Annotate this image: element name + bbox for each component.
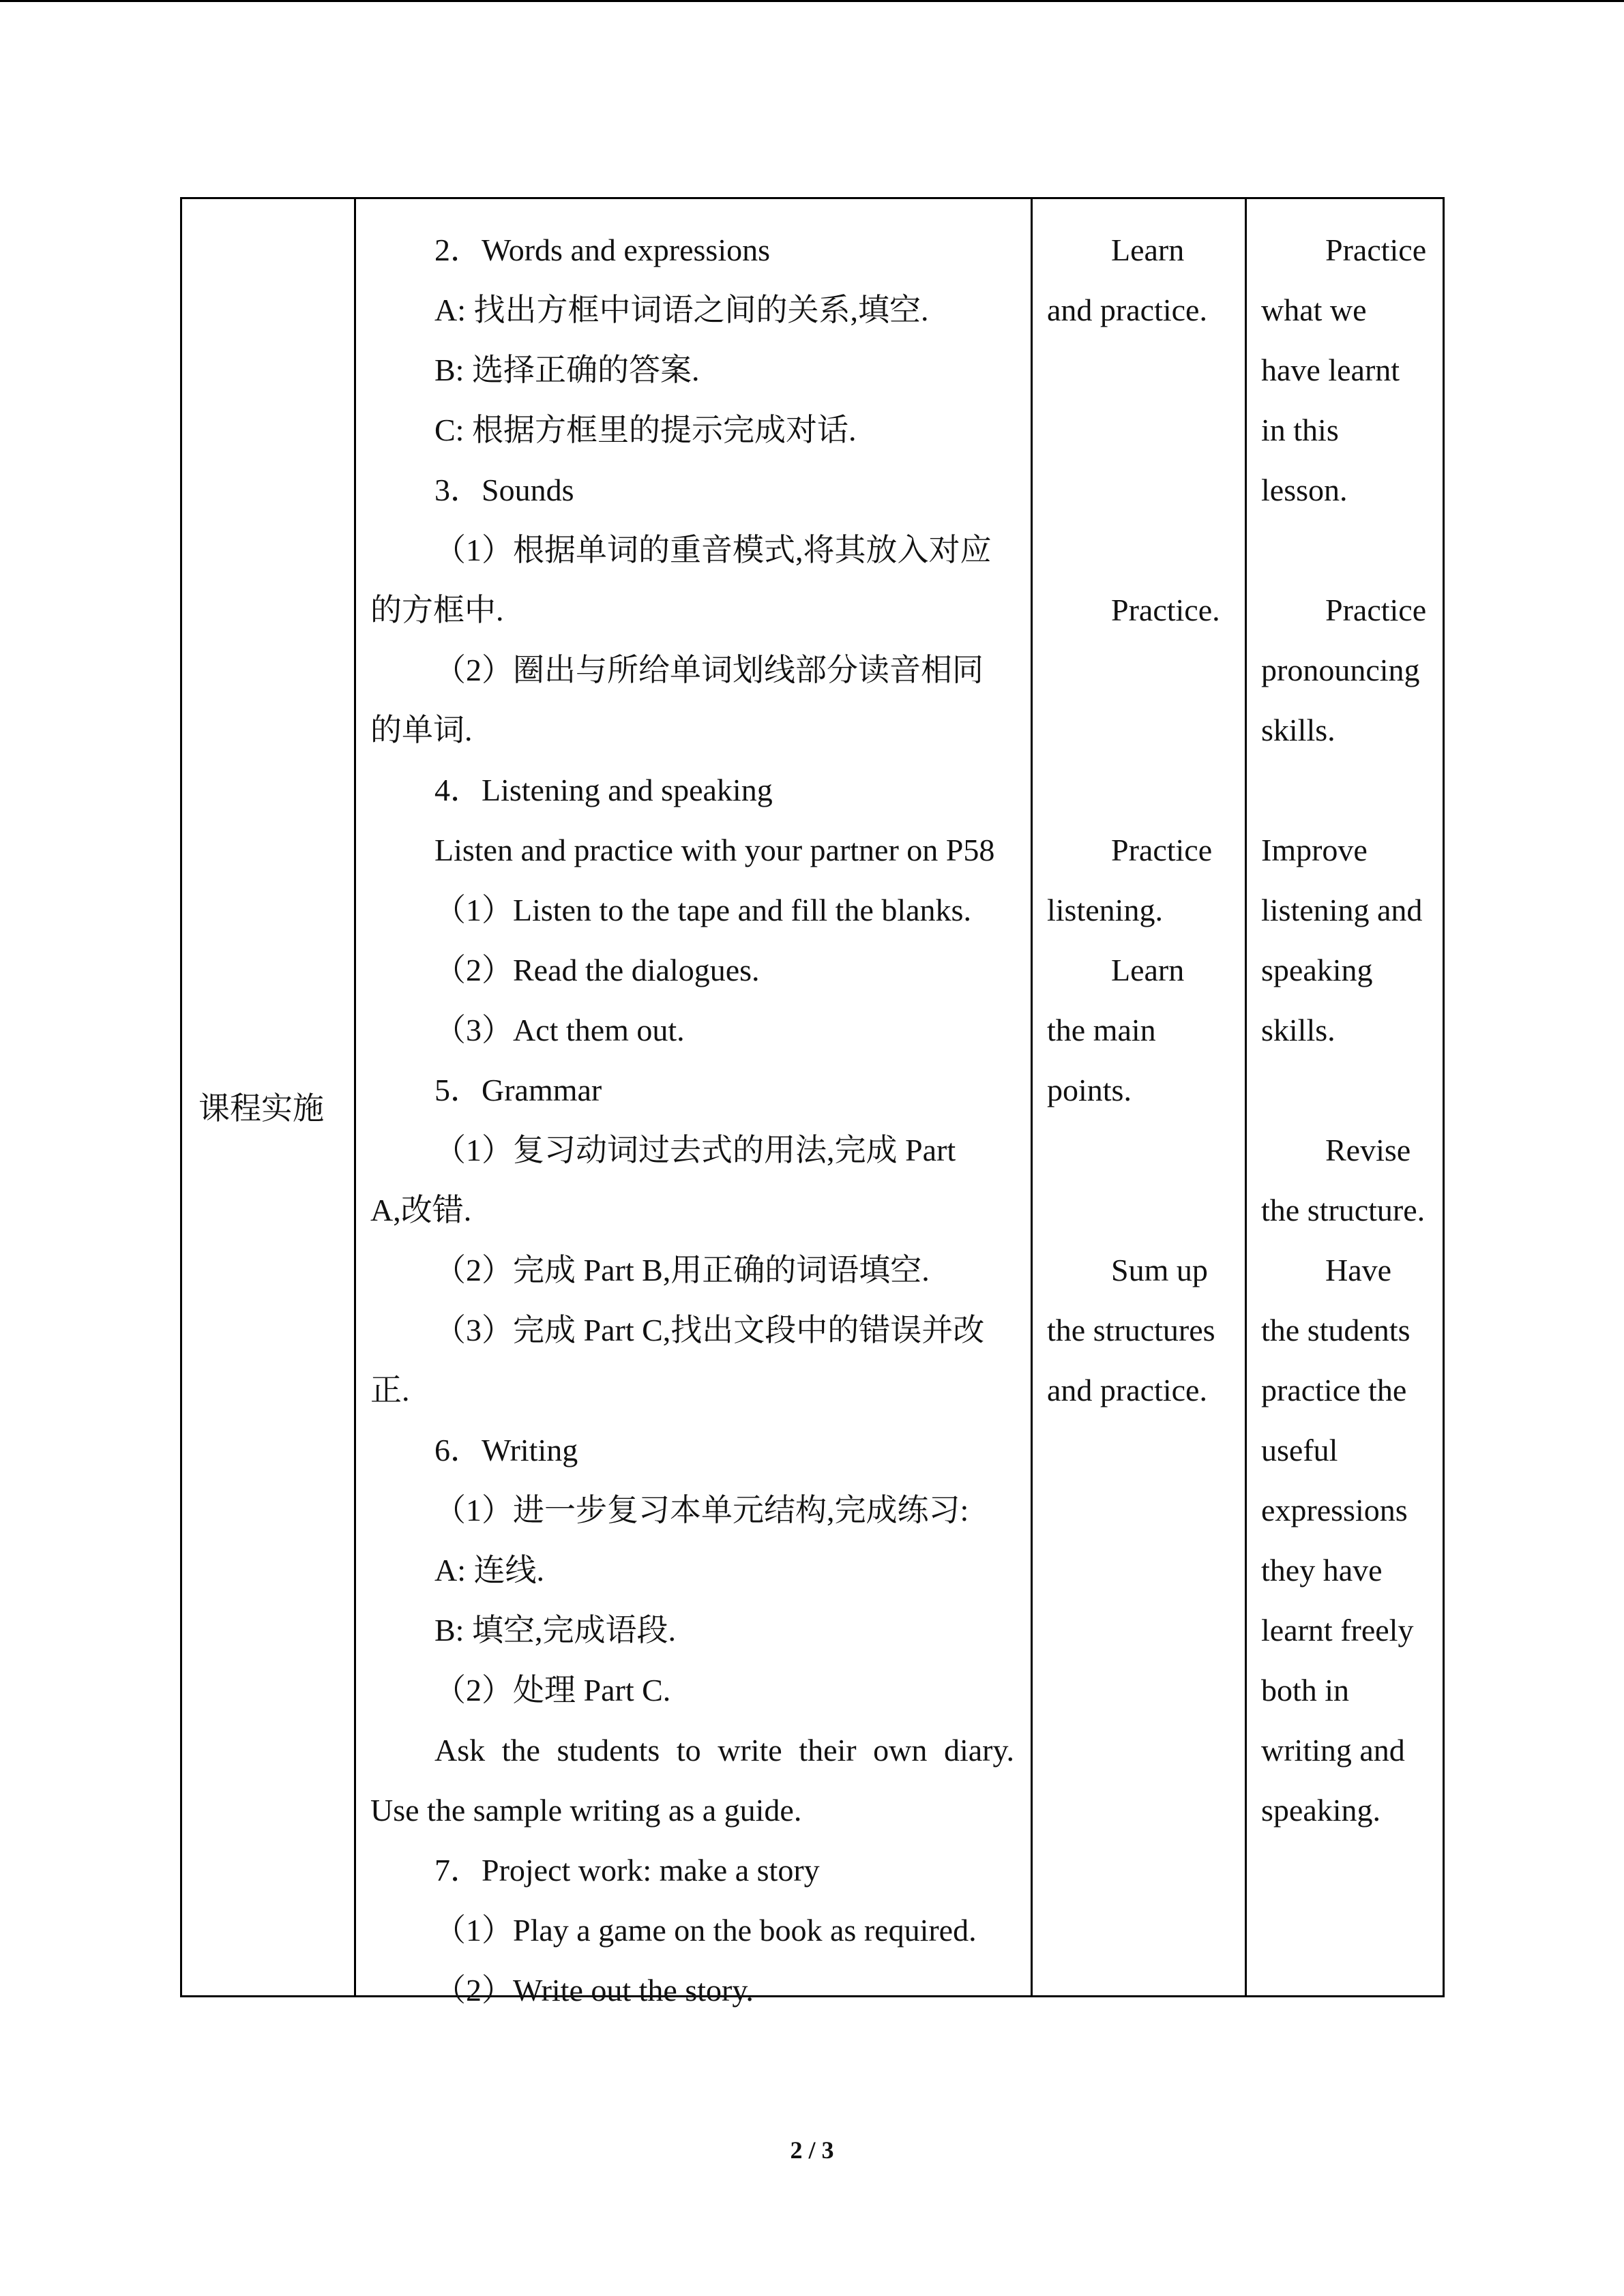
activity-line: points. (1047, 1073, 1132, 1107)
activity-line: Learn (1111, 953, 1185, 987)
purpose-line: the structure. (1261, 1193, 1426, 1227)
purpose-line: listening and (1261, 893, 1423, 927)
purpose-line: lesson. (1261, 473, 1348, 507)
step-line: 的单词. (370, 713, 473, 747)
purpose-line: expressions (1261, 1493, 1408, 1527)
activity-line: and practice. (1047, 293, 1207, 327)
page-number: 2 / 3 (790, 2136, 834, 2164)
step-line: （1）Play a game on the book as required. (434, 1913, 977, 1948)
step-line: （2）处理 Part C. (434, 1673, 671, 1708)
step-line: 5．Grammar (434, 1073, 602, 1107)
step-line: Use the sample writing as a guide. (370, 1793, 802, 1828)
step-line: （1）复习动词过去式的用法,完成 Part (434, 1133, 956, 1167)
step-line: （1）进一步复习本单元结构,完成练习: (434, 1493, 969, 1527)
row-label: 课程实施 (198, 1091, 324, 1126)
activity-line: Learn (1111, 233, 1185, 267)
step-line: （3）Act them out. (434, 1013, 685, 1047)
step-line: C: 根据方框里的提示完成对话. (434, 413, 857, 447)
purpose-line: Revise (1325, 1133, 1411, 1167)
step-line: 的方框中. (370, 593, 504, 627)
purpose-line: Practice (1325, 593, 1427, 627)
column-divider (1245, 199, 1247, 1995)
step-line: Ask the students to write their own diary. (434, 1733, 1014, 1768)
step-line: （2）完成 Part B,用正确的词语填空. (434, 1253, 930, 1287)
step-line: 2．Words and expressions (434, 233, 771, 267)
step-line: （1）根据单词的重音模式,将其放入对应 (434, 533, 992, 567)
purpose-line: practice the (1261, 1373, 1407, 1407)
step-line: 正. (370, 1373, 410, 1407)
purpose-line: in this (1261, 413, 1339, 447)
activity-line: the main (1047, 1013, 1156, 1047)
purpose-line: speaking (1261, 953, 1373, 987)
step-line: Listen and practice with your partner on P58 (434, 833, 995, 867)
purpose-line: learnt freely (1261, 1613, 1414, 1648)
step-line: B: 填空,完成语段. (434, 1613, 676, 1648)
top-border-line (0, 0, 1624, 2)
activity-line: and practice. (1047, 1373, 1207, 1407)
purpose-line: skills. (1261, 1013, 1335, 1047)
purpose-line: Practice (1325, 233, 1427, 267)
purpose-line: writing and (1261, 1733, 1405, 1768)
step-line: B: 选择正确的答案. (434, 353, 700, 387)
purpose-line: have learnt (1261, 353, 1400, 387)
step-line: （3）完成 Part C,找出文段中的错误并改 (434, 1313, 985, 1347)
step-line: 3．Sounds (434, 473, 574, 507)
activity-line: the structures (1047, 1313, 1215, 1347)
activity-line: Practice (1111, 833, 1213, 867)
purpose-line: skills. (1261, 713, 1335, 747)
step-line: 6．Writing (434, 1433, 578, 1467)
purpose-line: speaking. (1261, 1793, 1381, 1828)
step-line: （2）Write out the story. (434, 1973, 754, 2008)
step-line: （2）圈出与所给单词划线部分读音相同 (434, 653, 984, 687)
activity-line: Practice. (1111, 593, 1220, 627)
purpose-line: Have (1325, 1253, 1392, 1287)
step-line: 7．Project work: make a story (434, 1853, 820, 1888)
step-line: （2）Read the dialogues. (434, 953, 760, 987)
purpose-line: both in (1261, 1673, 1350, 1708)
purpose-line: they have (1261, 1553, 1383, 1587)
step-line: （1）Listen to the tape and fill the blanks. (434, 893, 971, 927)
column-divider (1031, 199, 1033, 1995)
step-line: 4．Listening and speaking (434, 773, 773, 807)
step-line: A: 找出方框中词语之间的关系,填空. (434, 293, 929, 327)
purpose-line: useful (1261, 1433, 1338, 1467)
purpose-line: the students (1261, 1313, 1411, 1347)
purpose-line: pronouncing (1261, 653, 1420, 687)
step-line: A: 连线. (434, 1553, 544, 1587)
activity-line: listening. (1047, 893, 1163, 927)
step-line: A,改错. (370, 1193, 472, 1227)
column-divider (354, 199, 356, 1995)
activity-line: Sum up (1111, 1253, 1208, 1287)
purpose-line: what we (1261, 293, 1367, 327)
lesson-plan-table (180, 197, 1445, 2008)
purpose-line: Improve (1261, 833, 1368, 867)
